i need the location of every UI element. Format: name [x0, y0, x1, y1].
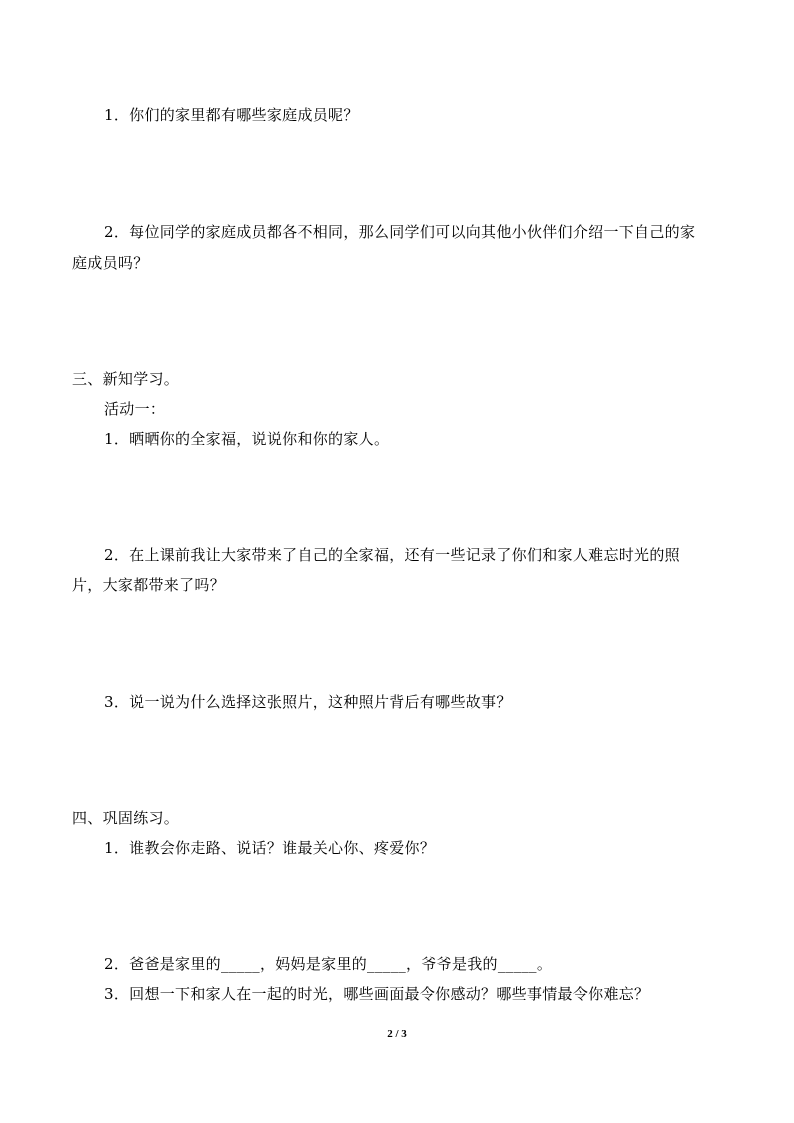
practice-question-2: 2．爸爸是家里的_____，妈妈是家里的_____，爷爷是我的_____。	[104, 955, 553, 973]
new-learning-question-1: 1．晒晒你的全家福，说说你和你的家人。	[104, 430, 390, 448]
new-learning-question-2-line-2: 片，大家都带来了吗？	[72, 576, 226, 594]
page-number: 2 / 3	[387, 1028, 407, 1040]
new-learning-question-3: 3．说一说为什么选择这张照片，这种照片背后有哪些故事？	[104, 693, 512, 711]
intro-question-2-line-2: 庭成员吗？	[72, 254, 149, 272]
section-heading-new-learning: 三、新知学习。	[72, 370, 180, 388]
practice-question-1: 1．谁教会你走路、说话？谁最关心你、疼爱你？	[104, 839, 436, 857]
activity-label: 活动一：	[104, 400, 166, 418]
intro-question-2-line-1: 2．每位同学的家庭成员都各不相同，那么同学们可以向其他小伙伴们介绍一下自己的家	[104, 223, 696, 241]
new-learning-question-2-line-1: 2．在上课前我让大家带来了自己的全家福，还有一些记录了你们和家人难忘时光的照	[104, 546, 680, 564]
practice-question-3: 3．回想一下和家人在一起的时光，哪些画面最令你感动？哪些事情最令你难忘？	[104, 985, 650, 1003]
section-heading-practice: 四、巩固练习。	[72, 809, 180, 827]
intro-question-1: 1．你们的家里都有哪些家庭成员呢？	[104, 106, 359, 124]
